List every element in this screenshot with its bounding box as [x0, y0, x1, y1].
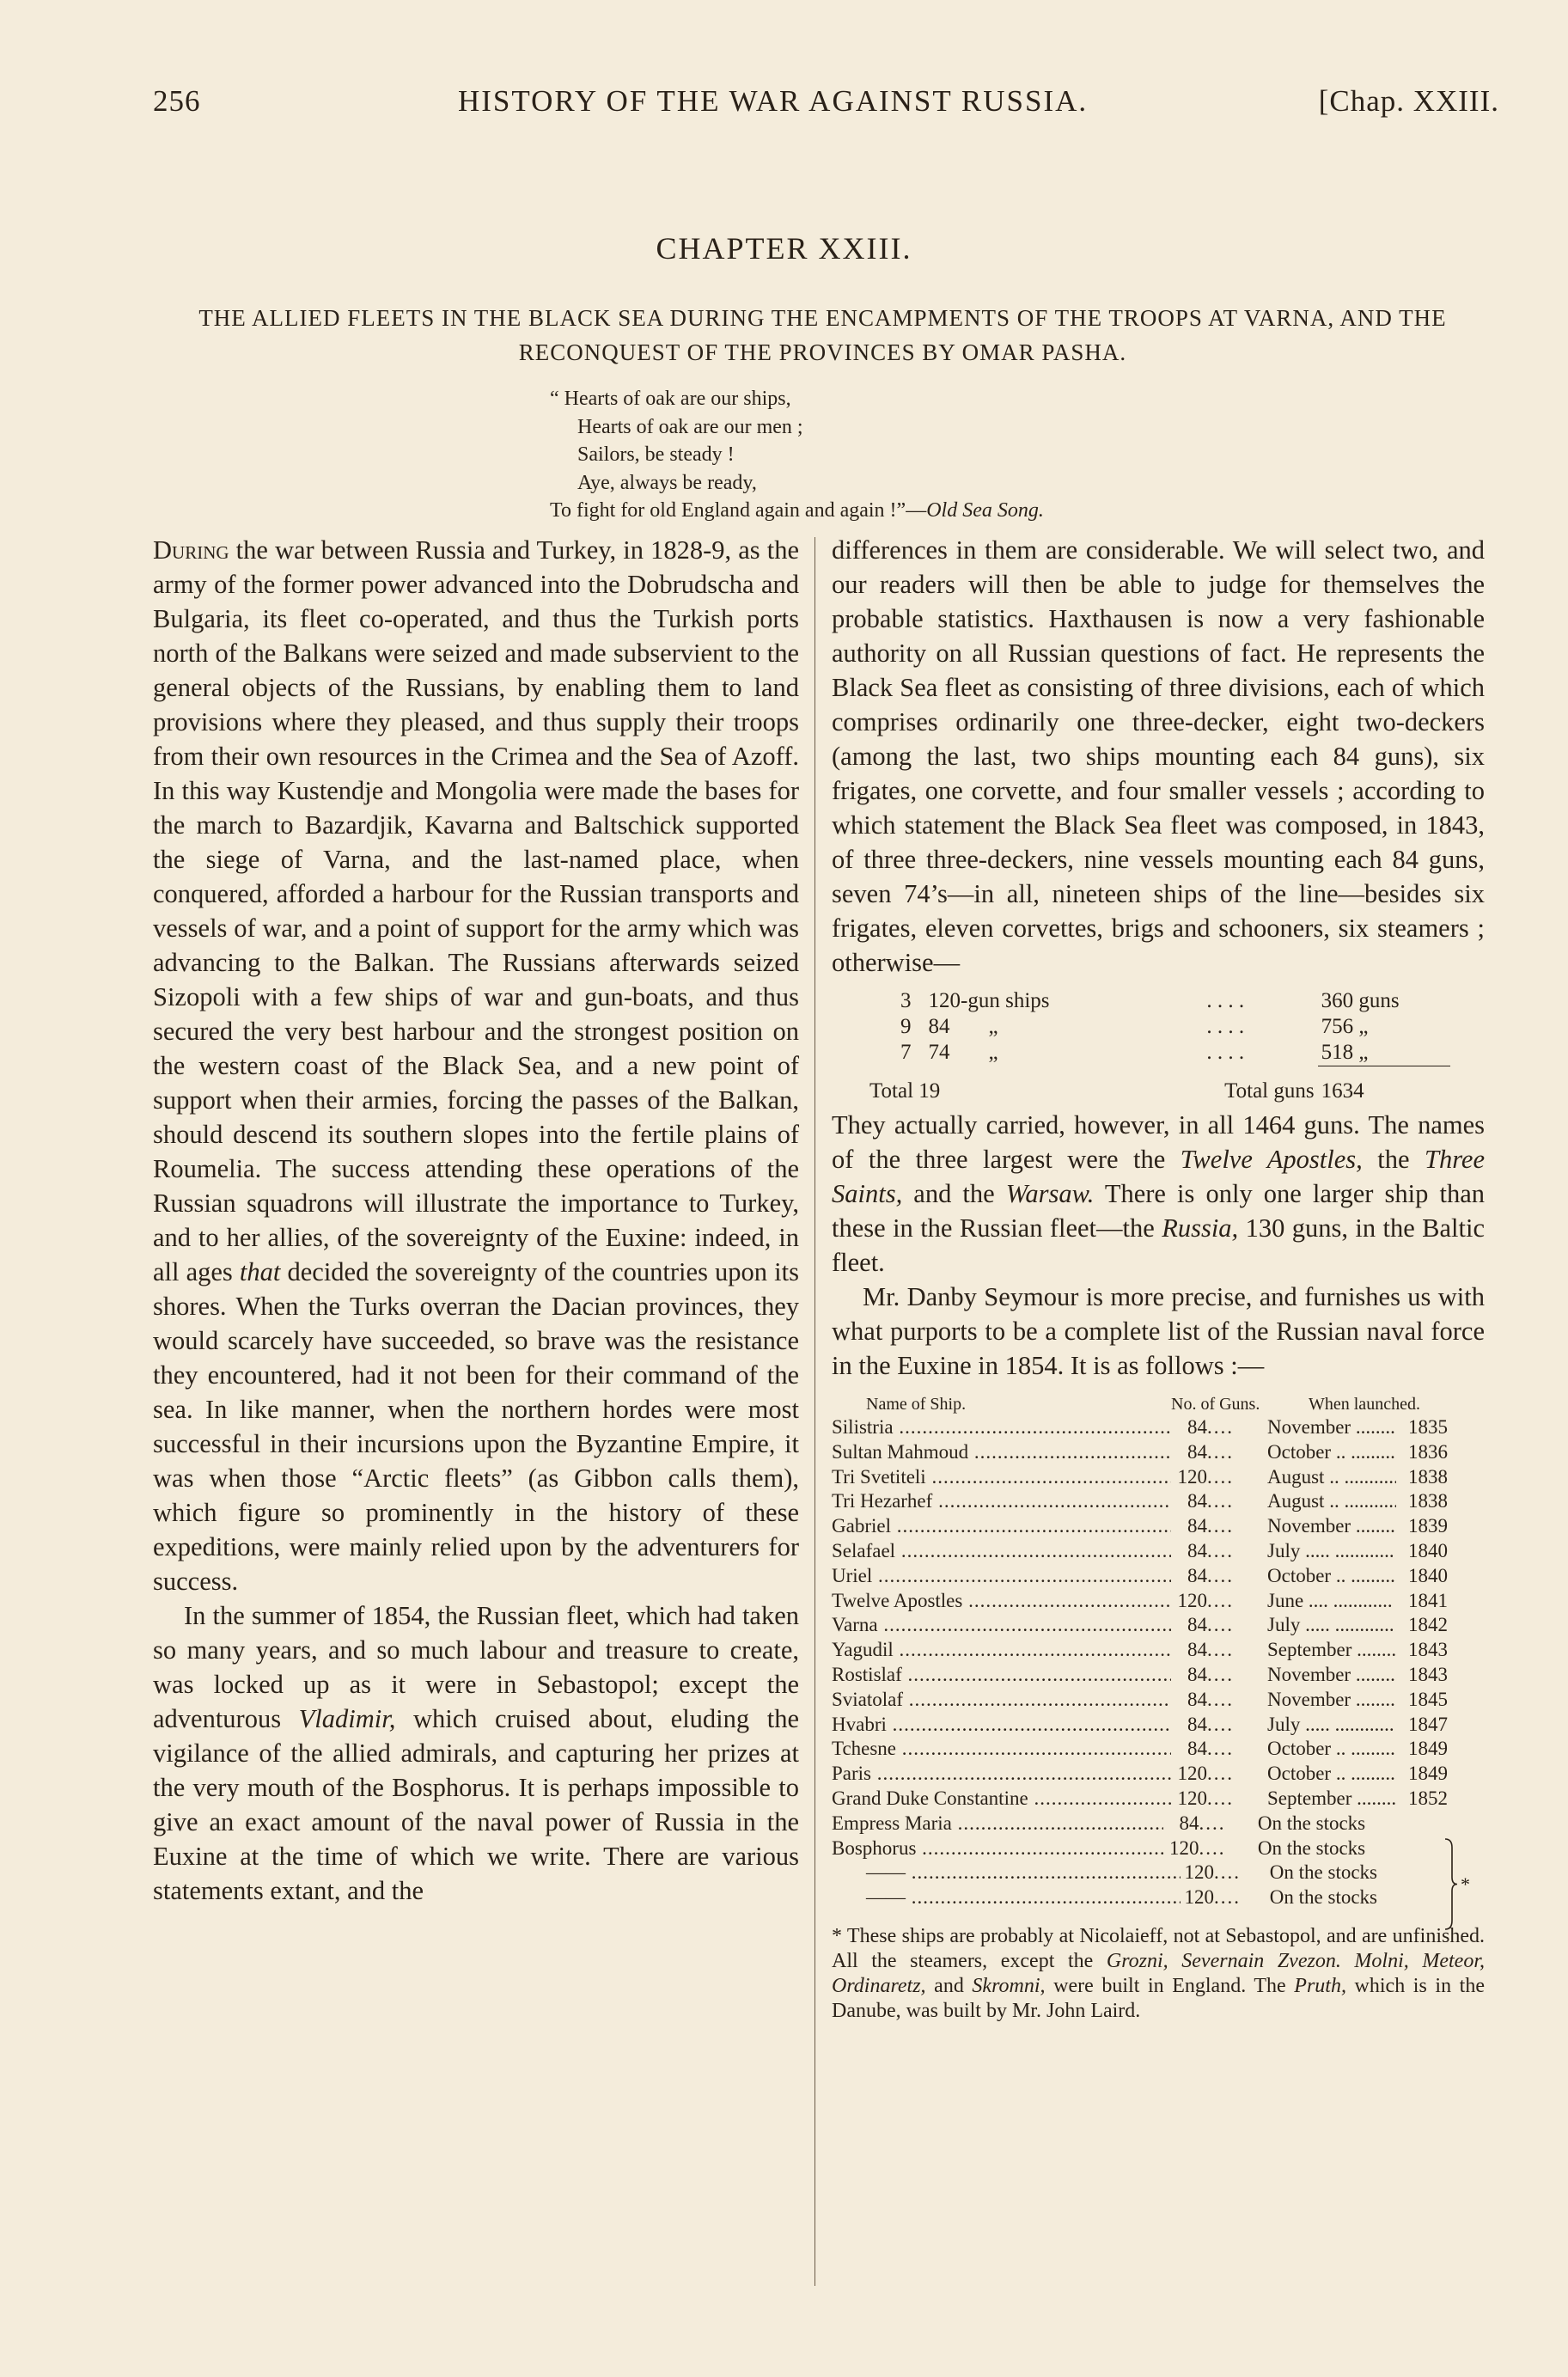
total-guns-label: Total guns [1224, 1079, 1315, 1103]
count: 7 [900, 1041, 912, 1065]
ship-name: Selafael ..... [832, 1539, 1171, 1564]
paragraph [832, 1108, 1485, 1280]
epigraph [550, 385, 1044, 525]
ship-launch-month: October .. ..... [1267, 1440, 1396, 1465]
ship-row [832, 1465, 1485, 1490]
ship-launch-year: 1836 [1408, 1440, 1448, 1463]
ship-name: Grand Duke Constantine ..... [832, 1787, 1171, 1812]
ship-launch-year: 1845 [1408, 1688, 1448, 1710]
left-column [153, 533, 799, 1908]
ship-guns: 84 [1187, 1688, 1207, 1710]
ship-row [832, 1885, 1485, 1910]
ship-name: Uriel ..... [832, 1564, 1171, 1589]
text-run: In the summer of 1854, the Russian fleet, which had taken so many years, and so much labour and treasure to create, was locked up as it were in Sebastopol; except the adventurous [153, 1601, 799, 1733]
leader-dots: .... [1207, 1465, 1234, 1488]
text-run: * These ships are probably at Nicolaieff, not at Sebastopol, and are unfinished. All the steamers, except the [832, 1924, 1485, 1972]
text-run: the war between Russia and Turkey, in 1828-9, as the army of the former power advanced into the Dobrudscha and Bulgaria, its fleet co-operated, and thus the Turkish ports north of the Balkans were seized and made subservient to the general objects of the Russians, by enabling them to land provisions where they pleased, and thus supply their troops from their own resources in the Crimea and the Sea of Azoff. In this way Kustendje and Mongolia were made the bases for the march to Bazardjik, Kavarna and Baltschick supported the siege of Varna, and the last-named place, when conquered, afforded a harbour for the Russian transports and vessels of war, and a point of support for the army which was advancing to the Balkan. The Russians afterwards seized Sizopoli with a few ships of war and gun-boats, and thus secured the very best harbour and the strongest position on the western coast of the Black Sea, and a new point of support when their armies, forcing the passes of the Balkan, should descend its southern slopes into the fertile plains of Roumelia. The success attending these operations of the Russian squadrons will illustrate the importance to Turkey, and to her allies, of the sovereignty of the Euxine: indeed, in all ages [153, 535, 799, 1286]
ship-launch-year: 1835 [1408, 1416, 1448, 1438]
ship-row [832, 1688, 1485, 1713]
ship-guns: 84 [1179, 1812, 1199, 1834]
ship-launch-year: 1840 [1408, 1539, 1448, 1561]
gun-table-row [832, 1014, 1450, 1040]
gun-class: 74 [928, 1041, 950, 1065]
row-total: 360 guns [1321, 989, 1400, 1012]
ship-guns: 84 [1187, 1639, 1207, 1661]
ship-launch-month: On the stocks [1269, 1861, 1378, 1884]
stocks-asterisk: * [1461, 1873, 1470, 1895]
ship-guns: 84 [1187, 1738, 1207, 1760]
text-run: There is only one larger ship than these in the Russian fleet—the [832, 1179, 1485, 1243]
chapter-subtitle: THE ALLIED FLEETS IN THE BLACK SEA DURING THE ENCAMPMENTS OF THE TROOPS AT VARNA, AND THE RECONQUEST OF THE PROVINCES BY OMAR PASHA. [198, 305, 1447, 365]
leader-dots: .... [1207, 1688, 1234, 1710]
ship-launch-year: 1839 [1408, 1515, 1448, 1537]
ship-name: Russia, [1162, 1213, 1239, 1243]
ship-guns: 84 [1187, 1614, 1207, 1636]
gun-class: 120-gun ships [928, 989, 1050, 1012]
ship-guns: 120 [1177, 1465, 1207, 1488]
text-run: decided the sovereignty of the countries upon its shores. When the Turks overran the Dacian provinces, they would scarcely have succeeded, so brave was the resistance they encountered, had it not been for their command of the sea. In like manner, when the northern hordes were most successful in their incursions upon the Byzantine Empire, it was when those “Arctic fleets” (as Gibbon calls them), which figure so prominently in the history of these expeditions, were mainly relied upon by the adventurers for success. [153, 1257, 799, 1596]
ship-name: Bosphorus ..... [832, 1836, 1163, 1861]
ship-name: Varna ..... [832, 1613, 1171, 1638]
ship-name: Silistria ..... [832, 1415, 1171, 1440]
ship-launch-year: 1847 [1408, 1713, 1448, 1735]
row-total: 756 „ [1321, 1015, 1369, 1038]
gun-table-row [832, 988, 1450, 1014]
ship-launch-month: November ..... [1267, 1663, 1396, 1688]
ship-launch-year: 1840 [1408, 1564, 1448, 1586]
text-run: They actually carried, however, in all 1464 guns. The names of the three largest were the [832, 1110, 1485, 1174]
ship-guns: 84 [1187, 1440, 1207, 1463]
leader-dots: . . . . [1206, 1041, 1245, 1065]
ship-name: Tchesne ..... [832, 1737, 1171, 1762]
leader-dots: .... [1199, 1812, 1226, 1834]
ship-guns: 120 [1184, 1886, 1214, 1909]
leader-dots: .... [1207, 1639, 1234, 1661]
leader-dots: .... [1207, 1564, 1234, 1586]
ship-name: Rostislaf ..... [832, 1663, 1171, 1688]
ship-launch-month: August .. ..... [1267, 1489, 1396, 1514]
ship-name: —— ..... [832, 1885, 1181, 1910]
ship-name: Empress Maria ..... [832, 1812, 1163, 1836]
stocks-brace [1443, 1837, 1478, 1938]
leader-dots: .... [1207, 1763, 1234, 1785]
ship-launch-month: July ..... ..... [1267, 1713, 1396, 1738]
leader-dots: .... [1207, 1614, 1234, 1636]
ship-row [832, 1514, 1485, 1539]
header-when: When launched. [1309, 1395, 1420, 1414]
text-run: which cruised about, eluding the vigilance of the allied admirals, and capturing her prizes at the very mouth of the Bosphorus. It is perhaps impossible to give an exact amount of the naval power of Russia in the Euxine at the time of which we write. There are various statements extant, and the [153, 1704, 799, 1905]
text-run: were built in England. The [1045, 1974, 1295, 1997]
ship-launch-year: 1838 [1408, 1465, 1448, 1488]
text-run: which is in the Danube, was built by Mr. John Laird. [832, 1974, 1485, 2022]
ship-launch-year: 1843 [1408, 1663, 1448, 1685]
ship-guns: 120 [1177, 1763, 1207, 1785]
header-guns: No. of Guns. [1171, 1395, 1260, 1414]
ship-launch-month: November ..... [1267, 1514, 1396, 1539]
ship-row [832, 1836, 1485, 1861]
ship-row [832, 1440, 1485, 1465]
ship-name: Tri Svetiteli ..... [832, 1465, 1171, 1490]
leader-dots: .... [1207, 1440, 1234, 1463]
text-run: the [1362, 1145, 1425, 1174]
ship-launch-month: On the stocks [1257, 1836, 1366, 1859]
ship-row [832, 1663, 1485, 1688]
ships-list [832, 1393, 1485, 1910]
paragraph [153, 533, 799, 1598]
ship-guns: 84 [1187, 1539, 1207, 1561]
leader-dots: .... [1207, 1539, 1234, 1561]
leader-dots: .... [1207, 1663, 1234, 1685]
text-run: and [925, 1974, 973, 1997]
ditto: „ [988, 1041, 998, 1065]
leader-dots: . . . . [1206, 989, 1245, 1012]
ship-name: Twelve Apostles, [1180, 1145, 1363, 1174]
epigraph-line: Sailors, be steady ! [577, 443, 735, 466]
ship-row [832, 1812, 1485, 1836]
ship-guns: 84 [1187, 1663, 1207, 1685]
running-title: HISTORY OF THE WAR AGAINST RUSSIA. [458, 84, 1089, 118]
right-column [832, 533, 1485, 2024]
ship-name: Warsaw. [1005, 1179, 1095, 1208]
ship-launch-month: October .. ..... [1267, 1737, 1396, 1762]
page-number: 256 [153, 84, 201, 118]
ship-row [832, 1589, 1485, 1614]
ship-launch-month: On the stocks [1257, 1812, 1366, 1834]
ship-guns: 120 [1168, 1836, 1199, 1859]
ship-guns: 84 [1187, 1515, 1207, 1537]
leader-dots: .... [1213, 1886, 1241, 1909]
paragraph: differences in them are considerable. We will select two, and our readers will then be able to judge for themselves the probable statistics. Haxthausen is now a very fashionable authority on all Russian questions of fact. He represents the Black Sea fleet as consisting of three divisions, each of which comprises ordinarily one three-decker, eight two-deckers (among the last, two ships mounting each 84 guns), six frigates, one corvette, and four smaller vessels ; according to which statement the Black Sea fleet was composed, in 1843, of three three-deckers, nine vessels mounting each 84 guns, seven 74’s—in all, nineteen ships of the line—besides six frigates, eleven corvettes, brigs and schooners, six steamers ; otherwise— [832, 535, 1485, 977]
ship-launch-month: September ..... [1267, 1787, 1396, 1812]
leader-dots: .... [1207, 1490, 1234, 1512]
gun-class: 84 [928, 1015, 950, 1038]
leader-dots: .... [1199, 1836, 1226, 1859]
ditto: „ [988, 1015, 998, 1038]
ship-name: Yagudil ..... [832, 1638, 1171, 1663]
text-run: 130 guns, in the Baltic fleet. [832, 1213, 1485, 1277]
brace-path [1445, 1839, 1457, 1929]
ship-launch-year: 1849 [1408, 1763, 1448, 1785]
ship-launch-year: 1849 [1408, 1738, 1448, 1760]
ships-list-header [832, 1393, 1485, 1415]
ship-name: Sultan Mahmoud ..... [832, 1440, 1171, 1465]
ship-row [832, 1415, 1485, 1440]
ship-guns: 84 [1187, 1713, 1207, 1735]
leader-dots: .... [1207, 1738, 1234, 1760]
ship-launch-year: 1838 [1408, 1490, 1448, 1512]
leader-dots: .... [1207, 1589, 1234, 1611]
ship-name: —— ..... [832, 1861, 1181, 1885]
ship-name: Pruth, [1294, 1974, 1346, 1997]
leader-dots: .... [1213, 1861, 1241, 1884]
leader-dots: . . . . [1206, 1015, 1245, 1038]
ship-name: Tri Hezarhef ..... [832, 1489, 1171, 1514]
ship-name: Three Saints, [832, 1145, 1486, 1208]
ship-launch-month: October .. ..... [1267, 1564, 1396, 1589]
epigraph-source: Old Sea Song. [926, 499, 1044, 522]
epigraph-line: Hearts of oak are our men ; [577, 415, 803, 438]
ship-launch-month: November ..... [1267, 1688, 1396, 1713]
ship-row [832, 1638, 1485, 1663]
ship-name: Gabriel ..... [832, 1514, 1171, 1539]
ship-row [832, 1737, 1485, 1762]
leader-dots: .... [1207, 1416, 1234, 1438]
total-ships: Total 19 [869, 1079, 941, 1103]
dropcap-word: During [153, 535, 229, 565]
epigraph-last-text: To fight for old England again and again !”— [550, 499, 927, 522]
ship-guns: 120 [1177, 1787, 1207, 1809]
ship-launch-month: September ..... [1267, 1638, 1396, 1663]
footnote [832, 1924, 1485, 2024]
gun-table [832, 988, 1450, 1104]
ship-guns: 120 [1184, 1861, 1214, 1884]
ship-row [832, 1861, 1485, 1885]
epigraph-line [550, 497, 1044, 525]
ship-row [832, 1564, 1485, 1589]
ship-launch-year: 1841 [1408, 1589, 1448, 1611]
gun-table-total-row [832, 1066, 1450, 1105]
count: 9 [900, 1015, 912, 1038]
ship-name: Sviatolaf ..... [832, 1688, 1171, 1713]
gun-table-row [832, 1040, 1450, 1066]
epigraph-line: “ Hearts of oak are our ships, [550, 388, 791, 410]
ship-row [832, 1613, 1485, 1638]
ship-name: Hvabri ..... [832, 1713, 1171, 1738]
ship-name: Skromni, [972, 1974, 1046, 1997]
ship-launch-month: On the stocks [1269, 1886, 1378, 1909]
ship-name: Vladimir, [298, 1704, 396, 1733]
leader-dots: .... [1207, 1787, 1234, 1809]
ship-row [832, 1713, 1485, 1738]
ship-guns: 84 [1187, 1490, 1207, 1512]
ship-guns: 84 [1187, 1416, 1207, 1438]
ship-row [832, 1539, 1485, 1564]
ship-launch-year: 1843 [1408, 1639, 1448, 1661]
total-guns: 1634 [1318, 1066, 1450, 1105]
ship-launch-month: June .... ..... [1267, 1589, 1396, 1614]
ship-names: Grozni, Severnain Zvezon. Molni, Meteor, Ordinaretz, [832, 1949, 1485, 1997]
epigraph-line: Aye, always be ready, [577, 471, 757, 494]
ship-launch-month: July ..... ..... [1267, 1539, 1396, 1564]
ship-launch-month: November ..... [1267, 1415, 1396, 1440]
ship-launch-month: August .. ..... [1267, 1465, 1396, 1490]
leader-dots: .... [1207, 1515, 1234, 1537]
ship-name: Twelve Apostles ..... [832, 1589, 1171, 1614]
chapter-title: CHAPTER XXIII. [656, 231, 912, 266]
ship-name: Paris ..... [832, 1762, 1171, 1787]
paragraph [153, 1598, 799, 1908]
ship-launch-year: 1852 [1408, 1787, 1448, 1809]
emphasis: that [239, 1257, 281, 1286]
text-run: and the [902, 1179, 1006, 1208]
ship-row [832, 1762, 1485, 1787]
paragraph: Mr. Danby Seymour is more precise, and furnishes us with what purports to be a complete list of the Russian naval force in the Euxine in 1854. It is as follows :— [832, 1282, 1485, 1380]
ship-row [832, 1787, 1485, 1812]
running-head [153, 84, 1499, 127]
ship-launch-year: 1842 [1408, 1614, 1448, 1636]
ship-guns: 120 [1177, 1589, 1207, 1611]
ship-launch-month: October .. ..... [1267, 1762, 1396, 1787]
count: 3 [900, 989, 912, 1012]
running-chapter: [Chap. XXIII. [1318, 84, 1499, 118]
row-total: 518 „ [1321, 1041, 1369, 1064]
ship-row [832, 1489, 1485, 1514]
ship-launch-month: July ..... ..... [1267, 1613, 1396, 1638]
header-name: Name of Ship. [866, 1395, 967, 1414]
leader-dots: .... [1207, 1713, 1234, 1735]
ship-guns: 84 [1187, 1564, 1207, 1586]
